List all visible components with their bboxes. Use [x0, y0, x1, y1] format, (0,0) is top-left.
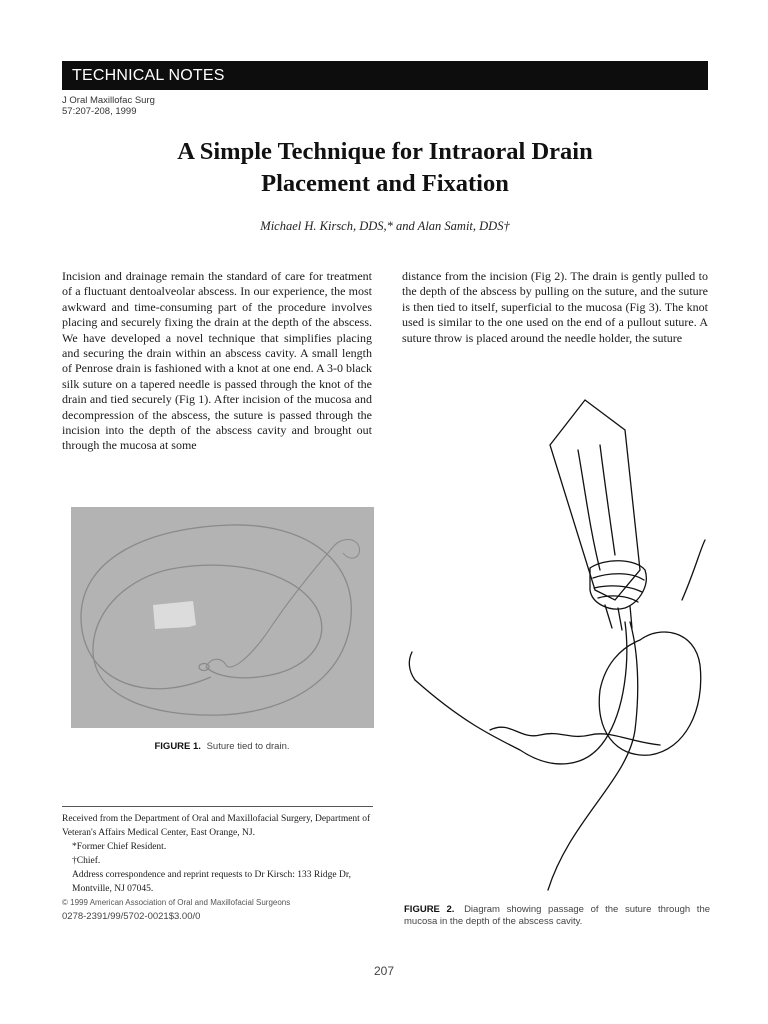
footnote-copyright: © 1999 American Association of Oral and Maxillofacial Surgeons — [62, 898, 291, 907]
section-banner — [62, 61, 708, 90]
section-label: TECHNICAL NOTES — [72, 67, 225, 84]
knot-wrap-2 — [594, 586, 642, 592]
page-number: 207 — [373, 964, 395, 978]
footnote-address: Address correspondence and reprint requests to Dr Kirsch: 133 Ridge Dr, Montville, NJ 07045. — [72, 870, 352, 894]
penrose-drain — [153, 601, 196, 629]
figure-1-caption — [62, 741, 382, 752]
citation-volume: 57:207-208, 1999 — [62, 106, 137, 117]
citation-journal: J Oral Maxillofac Surg — [62, 95, 155, 106]
suture-line — [415, 622, 627, 764]
figure-1-caption-text: Suture tied to drain. — [206, 741, 290, 752]
figure-2-caption-text: Diagram showing passage of the suture through the mucosa in the depth of the abscess cavity. — [404, 904, 711, 927]
footnote-former: *Former Chief Resident. — [72, 842, 167, 852]
figure-2-label: FIGURE 2. — [404, 904, 455, 915]
article-authors: Michael H. Kirsch, DDS,* and Alan Samit, DDS† — [260, 219, 510, 233]
drain-sleeve — [550, 400, 640, 600]
figure-2-caption — [404, 904, 710, 927]
drain-crease-1 — [578, 450, 600, 570]
body-text-left-column: Incision and drainage remain the standard of care for treatment of a fluctuant dentoalveolar abscess. In our experience, the most awkward and time-consuming part of the procedure involves placing and securely fixing the drain at the depth of the abscess. We have developed a novel technique that simplifies placing and securing the drain within an abscess cavity. A small length of Penrose drain is fashioned with a knot at one end. A 3-0 black silk suture on a tapered needle is passed through the knot of the drain and tied securely (Fig 1). After incision of the mucosa and decompression of the abscess, the suture is passed through the incision into the depth of the abscess cavity and brought out through the mucosa at some — [62, 269, 372, 453]
article-title — [62, 136, 708, 200]
footnote-received: Received from the Department of Oral and Maxillofacial Surgery, Department of Veteran's Affairs Medical Center, East Orange, NJ. — [62, 814, 371, 838]
needle-curve — [682, 540, 705, 600]
abscess-cavity — [599, 632, 701, 755]
journal-citation — [62, 95, 155, 117]
suture-hook — [548, 622, 638, 890]
drain-crease-2 — [600, 445, 615, 555]
body-text-right-column: distance from the incision (Fig 2). The drain is gently pulled to the depth of the abscess by pulling on the suture, and the suture is then tied to itself, superficial to the mucosa (Fig 3). The knot used is similar to the one used on the end of a pullout suture. A suture throw is placed around the needle holder, the suture — [402, 269, 708, 345]
footnote-chief: †Chief. — [72, 856, 101, 866]
title-line-1: A Simple Technique for Intraoral Drain — [177, 138, 593, 165]
figure-1-label: FIGURE 1. — [154, 741, 201, 752]
footnote-issn: 0278-2391/99/5702-0021$3.00/0 — [62, 911, 201, 922]
figure-2-diagram — [400, 390, 720, 900]
footnotes — [62, 812, 382, 924]
footnote-divider — [62, 806, 373, 807]
title-line-2: Placement and Fixation — [261, 170, 509, 197]
figure-1-photo — [71, 507, 374, 728]
suture-end — [409, 652, 415, 680]
